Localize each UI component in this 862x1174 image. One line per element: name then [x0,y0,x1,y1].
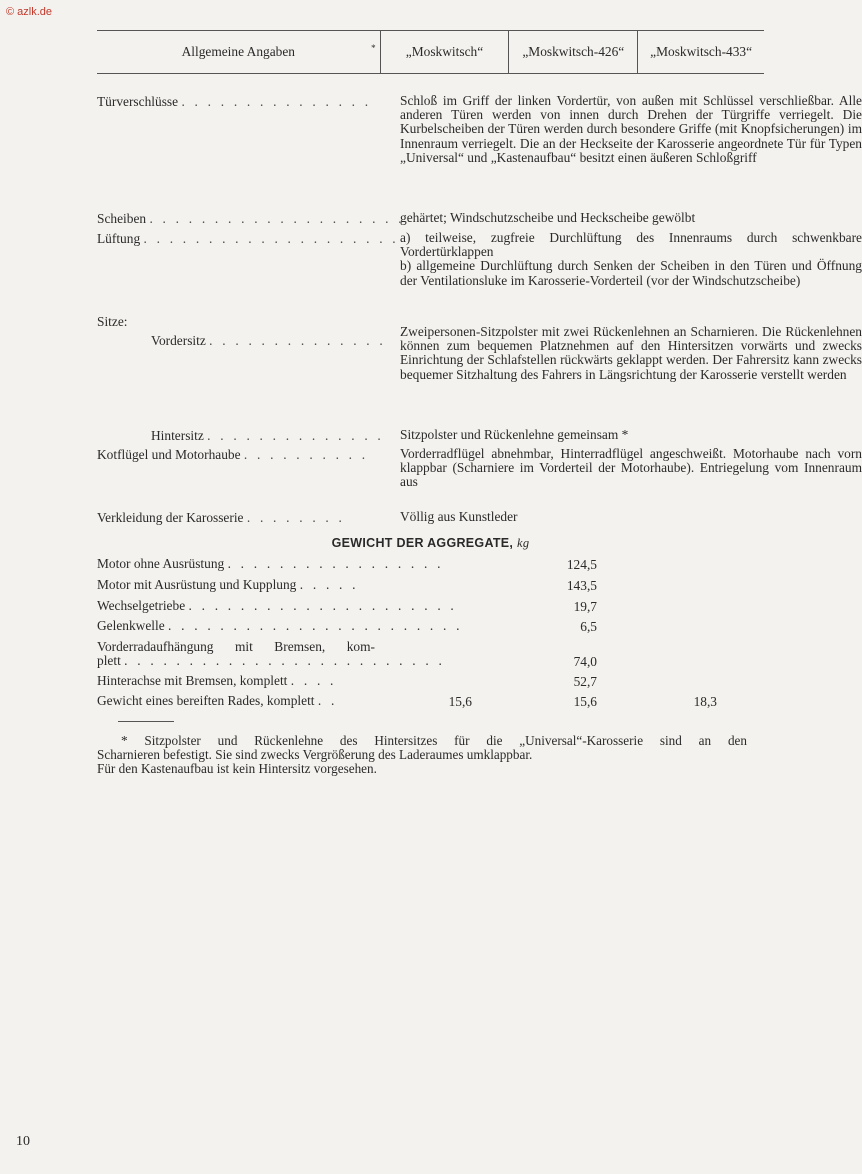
weight-row [97,578,764,594]
weight-value-moskwitsch-426: 52,7 [573,674,597,689]
footnote-line-2: Scharnieren befestigt. Sie sind zwecks Vergrößerung des Laderaumes umklappbar. [97,747,533,763]
weight-label-line1: Vorderradaufhängung mit Bremsen, kom- [97,639,375,654]
header-star: * [371,43,376,53]
row-value [400,231,862,288]
weight-value-moskwitsch-426: 74,0 [573,654,597,669]
footnote [97,734,747,777]
row-label: Vordersitz . . . . . . . . . . . . . . [151,333,386,348]
footnote-line-3: Für den Kastenaufbau ist kein Hintersitz vorgesehen. [97,761,377,777]
footnote-divider [118,721,174,722]
weight-value-moskwitsch-426: 19,7 [573,599,597,614]
row-label: Verkleidung der Karosserie . . . . . . . . [97,510,346,525]
row-label: Lüftung . . . . . . . . . . . . . . . . . . . . [97,231,399,246]
weight-label: Gelenkwelle . . . . . . . . . . . . . . . . . . . . . . . [97,618,463,633]
row-label: Sitze: [97,314,128,329]
weight-value-moskwitsch-426: 6,5 [580,619,597,634]
row-value: Zweipersonen-Sitzpolster mit zwei Rückenlehnen an Scharnieren. Die Rückenlehnen können zum bequemen Platznehmen auf den Hintersitzen vorwärts und zwecks Einrichtung der Schlafstellen rückwärts geklappt werden. Der Fahrersitz kann zwecks bequemer Sitzhaltung des Fahrers in Längsrichtung der Karosserie verstellt werden [400,324,862,382]
weight-value-moskwitsch: 15,6 [448,694,472,709]
header-general-info-label: Allgemeine Angaben [181,44,295,59]
weight-row [97,557,764,573]
watermark: © azlk.de [6,6,53,18]
weight-label-line2: plett . . . . . . . . . . . . . . . . . . . . . . . . . [97,653,446,668]
row-value: Sitzpolster und Rückenlehne gemeinsam * [400,427,629,442]
weight-row [97,599,764,615]
row-label: Türverschlüsse . . . . . . . . . . . . . . . [97,94,372,109]
weight-row [97,619,764,635]
header-moskwitsch: „Moskwitsch“ [380,31,509,73]
row-value: Vorderradflügel abnehmbar, Hinterradflügel angeschweißt. Motorhaube nach vorn klappbar (Scharniere im Vorderteil der Motorhaube). Entriegelung vom Innenraum aus [400,446,862,490]
header-moskwitsch-433: „Moskwitsch-433“ [637,31,764,73]
header-moskwitsch-426: „Moskwitsch-426“ [508,31,637,73]
footnote-line-1: * Sitzpolster und Rückenlehne des Hintersitzes für die „Universal“-Karosserie sind an den [121,733,747,748]
page-number: 10 [16,1134,30,1149]
weight-value-moskwitsch-426: 15,6 [573,694,597,709]
row-value-b: b) allgemeine Durchlüftung durch Senken der Scheiben in den Türen und Öffnung der Ventilationsluke im Karosserie-Vorderteil (vor der Windschutzscheibe) [400,258,862,288]
row-value: gehärtet; Windschutzscheibe und Heckscheibe gewölbt [400,210,696,225]
row-value: Völlig aus Kunstleder [400,509,518,524]
weight-row [97,694,764,710]
weight-value-moskwitsch-426: 124,5 [566,557,597,572]
row-label: Scheiben . . . . . . . . . . . . . . . . . . . . [97,211,405,226]
weight-value-moskwitsch-426: 143,5 [566,578,597,593]
header-general-info [97,31,380,73]
weight-label: Wechselgetriebe . . . . . . . . . . . . . . . . . . . . . [97,598,457,613]
weight-label: Motor mit Ausrüstung und Kupplung . . . . . [97,577,359,592]
spec-table-header [97,30,764,74]
row-label: Kotflügel und Motorhaube . . . . . . . . . . [97,447,369,462]
weights-section-title: GEWICHT DER AGGREGATE, kg [331,536,530,550]
weight-value-moskwitsch-433: 18,3 [693,694,717,709]
row-value-a: a) teilweise, zugfreie Durchlüftung des Innenraums durch schwenkbare Vordertürklappen [400,230,862,260]
weight-label: Gewicht eines bereiften Rades, komplett . . [97,693,338,708]
row-label: Hintersitz . . . . . . . . . . . . . . [151,428,384,443]
row-value: Schloß im Griff der linken Vordertür, von außen mit Schlüssel verschließbar. Alle anderen Türen werden von innen durch Drehen der Türgriffe verriegelt. Die Kurbelscheiben der Türen werden durch besondere Griffe (mit Knopfsicherungen) im Innenraum verriegelt. Die an der Heckseite der Karosserie angeordnete Tür für Typen „Universal“ und „Kastenaufbau“ besitzt einen äußeren Schloßgriff [400,93,862,165]
weight-label: Hinterachse mit Bremsen, komplett . . . . [97,673,337,688]
weight-row [97,640,764,672]
weight-row [97,674,764,690]
weight-label: Motor ohne Ausrüstung . . . . . . . . . . . . . . . . . [97,556,444,571]
